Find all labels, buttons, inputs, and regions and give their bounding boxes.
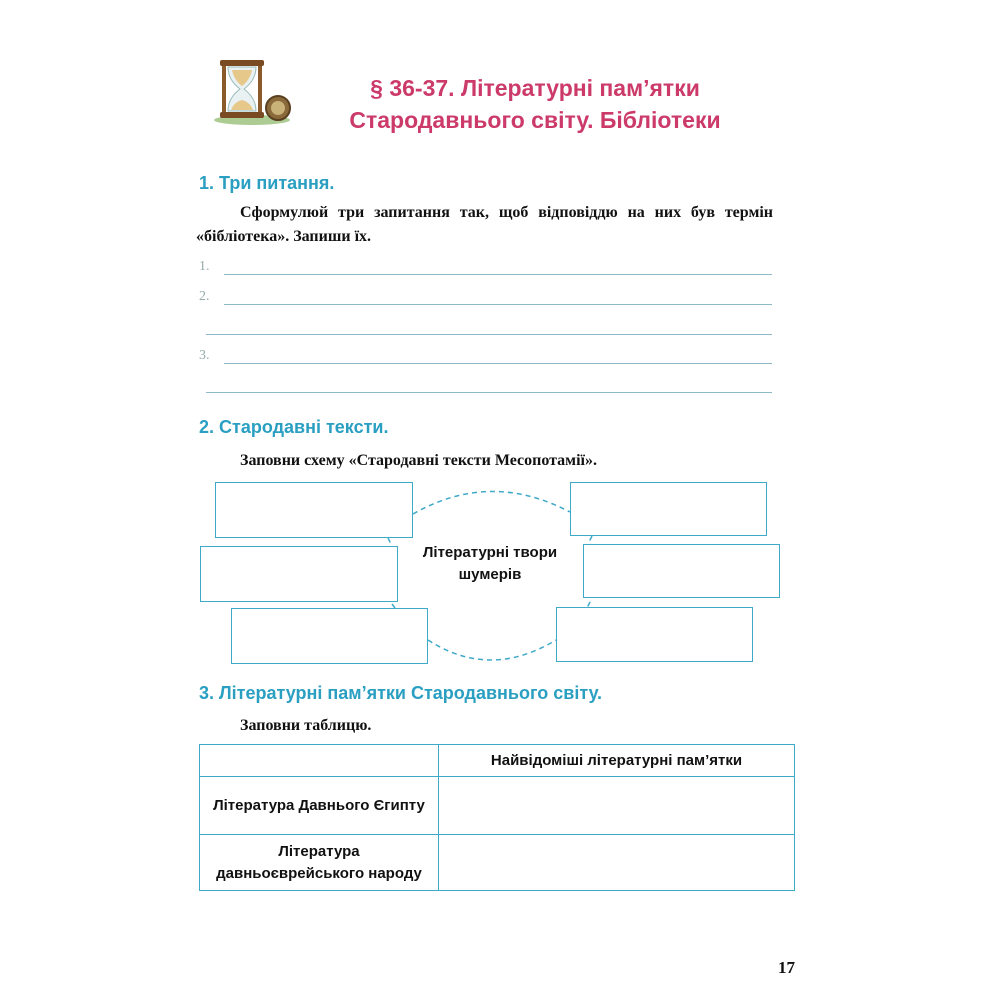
section3-instruction: Заповни таблицю. bbox=[240, 717, 372, 734]
page-title-line1: § 36-37. Літературні пам’ятки bbox=[370, 75, 700, 101]
answer-line-2b[interactable] bbox=[206, 334, 772, 335]
table-row bbox=[200, 777, 795, 835]
answer-line-1[interactable] bbox=[224, 274, 772, 275]
section1-title: 1. Три питання. bbox=[199, 173, 335, 193]
schema-box-bottom-right[interactable] bbox=[556, 607, 753, 662]
schema-center-label: Літературні твори шумерів bbox=[422, 544, 558, 583]
table-row-label: Література давньоєврейського народу bbox=[200, 835, 439, 891]
answer-number-2: 2. bbox=[199, 289, 210, 304]
schema-box-mid-right[interactable] bbox=[583, 544, 780, 598]
table-row bbox=[200, 835, 795, 891]
answer-line-3b[interactable] bbox=[206, 392, 772, 393]
section1-instruction: Сформулюй три запитання так, щоб відповіддю на них був термін «бібліотека». Запиши їх. bbox=[196, 204, 773, 245]
section3-title: 3. Літературні пам’ятки Стародавнього світу. bbox=[199, 683, 603, 703]
table-row-answer-cell[interactable] bbox=[439, 835, 795, 891]
answer-number-1: 1. bbox=[199, 259, 210, 274]
answer-line-2[interactable] bbox=[224, 304, 772, 305]
table-header-row bbox=[200, 745, 795, 777]
table-header-cell-2: Найвідоміші літературні пам’ятки bbox=[439, 745, 795, 777]
monuments-table bbox=[199, 744, 795, 891]
page-title-line2: Стародавнього світу. Бібліотеки bbox=[349, 107, 721, 133]
section2-title: 2. Стародавні тексти. bbox=[199, 417, 389, 437]
section2-instruction: Заповни схему «Стародавні тексти Месопотамії». bbox=[240, 452, 597, 469]
table-header-cell-1 bbox=[200, 745, 439, 777]
schema-box-top-left[interactable] bbox=[215, 482, 413, 538]
answer-line-3[interactable] bbox=[224, 363, 772, 364]
hourglass-icon bbox=[212, 56, 304, 126]
table-row-answer-cell[interactable] bbox=[439, 777, 795, 835]
page-number: 17 bbox=[778, 958, 795, 977]
table-row-label: Література Давнього Єгипту bbox=[200, 777, 439, 835]
page-title bbox=[300, 72, 770, 136]
answer-number-3: 3. bbox=[199, 348, 210, 363]
schema-box-top-right[interactable] bbox=[570, 482, 767, 536]
schema-box-mid-left[interactable] bbox=[200, 546, 398, 602]
schema-box-bottom-left[interactable] bbox=[231, 608, 428, 664]
